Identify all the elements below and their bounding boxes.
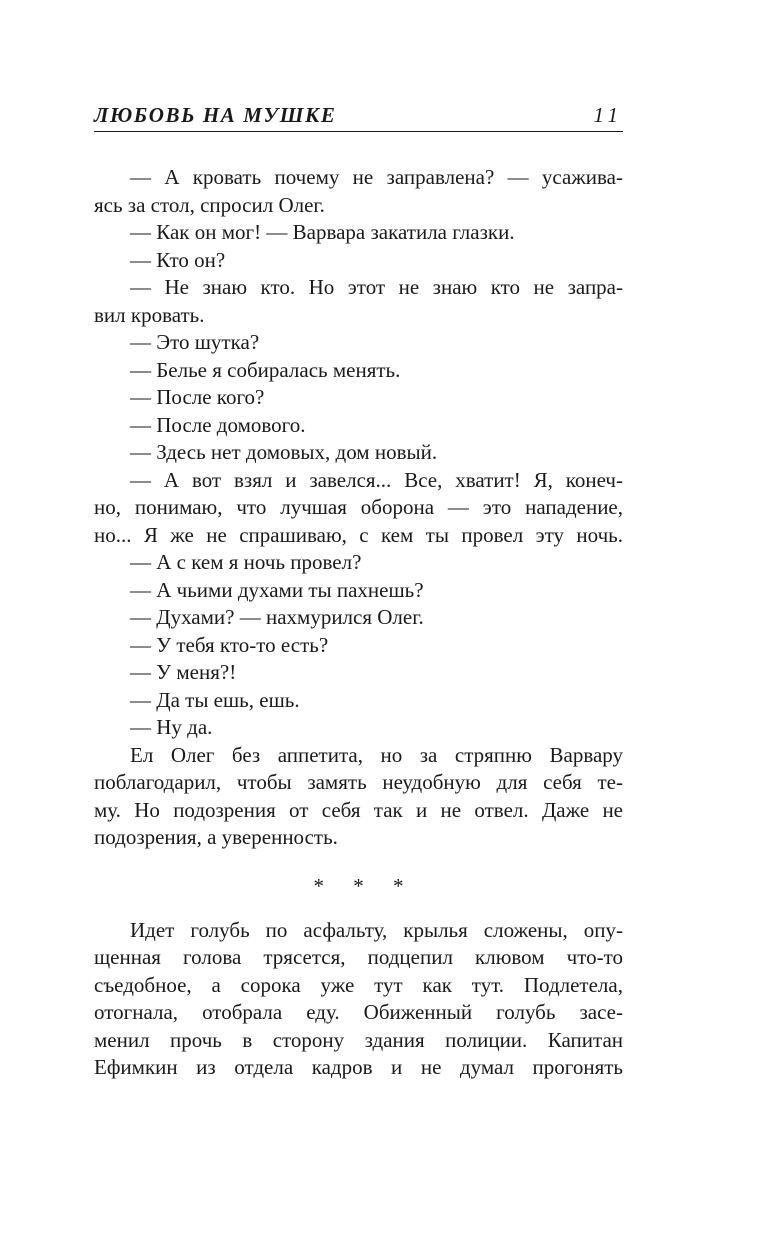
text-line: вил кровать. (94, 302, 205, 327)
text-line: поблагодарил, чтобы замять неудобную для себя те- (94, 770, 623, 794)
text-line: — Кто он? (130, 247, 226, 272)
text-line: — А с кем я ночь провел? (130, 550, 362, 574)
running-header (94, 100, 623, 132)
text-line: — Духами? — нахмурился Олег. (130, 605, 424, 629)
text-line: — Это шутка? (130, 330, 260, 354)
text-line: но... Я же не спрашиваю, с кем ты провел эту ночь. (94, 522, 623, 547)
text-line: подозрения, а уверенность. (94, 825, 338, 849)
text-line: щенная голова трясется, подцепил клювом что-то (94, 945, 623, 969)
text-line: му. Но подозрения от себя так и не отвел. Даже не (94, 797, 623, 822)
text-line: — Здесь нет домовых, дом новый. (130, 440, 438, 464)
text-line: — Не знаю кто. Но этот не знаю кто не запра- (130, 275, 623, 299)
text-line: — А вот взял и завелся... Все, хватит! Я, конеч- (130, 467, 623, 492)
text-line: — Да ты ешь, ешь. (130, 687, 300, 712)
text-line: — После кого? (130, 385, 265, 409)
page-number: 11 (593, 103, 623, 127)
header-rule (94, 131, 623, 132)
text-line: — А кровать почему не заправлена? — усажива- (130, 165, 623, 189)
text-line: съедобное, а сорока уже тут как тут. Подлетела, (94, 972, 623, 997)
text-line: менил прочь в сторону здания полиции. Капитан (94, 1027, 623, 1052)
text-line: Ел Олег без аппетита, но за стряпню Варвару (130, 742, 623, 767)
text-line: отогнала, отобрала еду. Обиженный голубь засе- (94, 1000, 623, 1024)
section-separator: * * * (313, 873, 416, 898)
page-body (94, 164, 623, 1082)
text-line: — Ну да. (130, 715, 213, 739)
text-line: Идет голубь по асфальту, крылья сложены, опу- (130, 917, 623, 942)
text-line: — А чьими духами ты пахнешь? (130, 577, 424, 602)
text-line: но, понимаю, что лучшая оборона — это нападение, (94, 495, 623, 519)
text-line: — Белье я собиралась менять. (130, 357, 401, 382)
text-line: — У тебя кто-то есть? (130, 632, 329, 657)
text-line: Ефимкин из отдела кадров и не думал прогонять (94, 1055, 623, 1079)
text-line: — После домового. (130, 412, 306, 437)
text-line: ясь за стол, спросил Олег. (94, 192, 325, 217)
text-line: — Как он мог! — Варвара закатила глазки. (130, 220, 515, 244)
running-title: ЛЮБОВЬ НА МУШКЕ (94, 103, 337, 127)
text-line: — У меня?! (130, 660, 237, 684)
